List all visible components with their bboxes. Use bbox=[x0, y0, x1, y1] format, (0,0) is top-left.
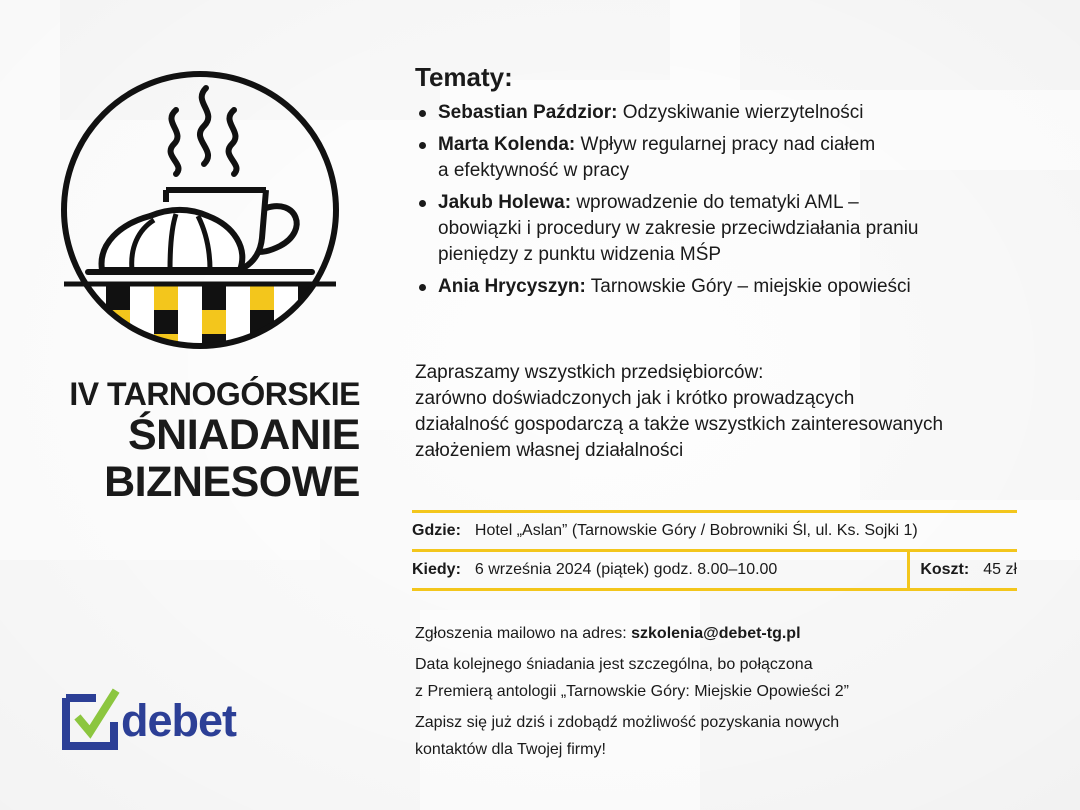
topic-description: Wpływ regularnej pracy nad ciałem bbox=[580, 134, 876, 155]
checker-tile bbox=[58, 310, 82, 334]
contact-line: z Premierą antologii „Tarnowskie Góry: Miejskie Opowieści 2” bbox=[415, 683, 849, 700]
topics-heading: Tematy: bbox=[415, 62, 513, 92]
topic-item bbox=[415, 132, 1025, 184]
checker-tile bbox=[154, 310, 178, 334]
checker-tile bbox=[250, 286, 274, 310]
bullet-icon bbox=[419, 200, 426, 207]
divider bbox=[412, 588, 1017, 591]
topic-description: Odzyskiwanie wierzytelności bbox=[622, 102, 864, 123]
checker-tile bbox=[178, 286, 202, 310]
contact-line: Data kolejnego śniadania jest szczególna, bo połączona bbox=[415, 656, 813, 673]
when-value: 6 września 2024 (piątek) godz. 8.00–10.00 bbox=[474, 561, 778, 578]
bullet-icon bbox=[419, 142, 426, 149]
checker-tile bbox=[82, 310, 106, 334]
checker-tile bbox=[178, 310, 202, 334]
where-label: Gdzie: bbox=[412, 522, 461, 539]
checker-tile bbox=[154, 286, 178, 310]
event-details bbox=[412, 510, 1017, 591]
topic-description: pieniędzy z punktu widzenia MŚP bbox=[438, 244, 722, 265]
checker-tile bbox=[226, 286, 250, 310]
checker-tile bbox=[82, 334, 106, 352]
invitation-line: Zapraszamy wszystkich przedsiębiorców: bbox=[415, 362, 764, 383]
event-title bbox=[40, 378, 360, 504]
email-link[interactable]: szkolenia@debet-tg.pl bbox=[631, 625, 801, 642]
checker-tile bbox=[202, 286, 226, 310]
divider bbox=[907, 552, 910, 588]
contact-line: Zapisz się już dziś i zdobądź możliwość pozyskania nowych bbox=[415, 714, 840, 731]
invitation-text bbox=[415, 360, 1035, 464]
contact-info bbox=[415, 620, 1035, 763]
invitation-line: zarówno doświadczonych jak i krótko prowadzących bbox=[415, 388, 855, 409]
brand-name: debet bbox=[121, 695, 237, 746]
topic-description: a efektywność w pracy bbox=[438, 160, 630, 181]
topic-item bbox=[415, 190, 1025, 268]
checker-tile bbox=[274, 334, 298, 352]
topic-speaker: Sebastian Paździor: bbox=[438, 102, 618, 123]
topics-list bbox=[415, 100, 1025, 306]
topic-speaker: Ania Hrycyszyn: bbox=[438, 276, 586, 297]
checker-tile bbox=[322, 334, 342, 352]
topic-description: Tarnowskie Góry – miejskie opowieści bbox=[590, 276, 911, 297]
event-title-line3: BIZNESOWE bbox=[104, 458, 360, 506]
checker-tile bbox=[322, 286, 342, 310]
checker-tile bbox=[58, 334, 82, 352]
checker-tile bbox=[298, 334, 322, 352]
topic-description: wprowadzenie do tematyki AML – bbox=[576, 192, 859, 213]
signup-text: Zgłoszenia mailowo na adres: bbox=[415, 625, 627, 642]
invitation-line: założeniem własnej działalności bbox=[415, 440, 684, 461]
checker-tile bbox=[322, 310, 342, 334]
topic-description: obowiązki i procedury w zakresie przeciwdziałania praniu bbox=[438, 218, 919, 239]
checker-tile bbox=[298, 310, 322, 334]
checker-tile bbox=[106, 286, 130, 310]
topic-speaker: Jakub Holewa: bbox=[438, 192, 572, 213]
checker-tile bbox=[226, 310, 250, 334]
checker-tile bbox=[106, 334, 130, 352]
checker-tile bbox=[202, 310, 226, 334]
event-title-line1: IV TARNOGÓRSKIE bbox=[69, 376, 360, 412]
invitation-line: działalność gospodarczą a także wszystkich zainteresowanych bbox=[415, 414, 944, 435]
cost-value: 45 zł bbox=[983, 561, 1017, 578]
bullet-icon bbox=[419, 110, 426, 117]
contact-line: kontaktów dla Twojej firmy! bbox=[415, 741, 606, 758]
when-label: Kiedy: bbox=[412, 561, 461, 578]
where-row bbox=[412, 513, 1017, 549]
checker-tile bbox=[130, 286, 154, 310]
topic-item bbox=[415, 274, 1025, 300]
when-row bbox=[412, 552, 1017, 588]
checker-tile bbox=[58, 286, 82, 310]
where-value: Hotel „Aslan” (Tarnowskie Góry / Bobrowniki Śl, ul. Ks. Sojki 1) bbox=[474, 522, 918, 539]
event-title-line2: ŚNIADANIE bbox=[127, 411, 360, 459]
topic-item bbox=[415, 100, 1025, 126]
bullet-icon bbox=[419, 284, 426, 291]
topic-speaker: Marta Kolenda: bbox=[438, 134, 576, 155]
cost-label: Koszt: bbox=[920, 561, 970, 578]
coffee-croissant-logo bbox=[58, 68, 342, 352]
